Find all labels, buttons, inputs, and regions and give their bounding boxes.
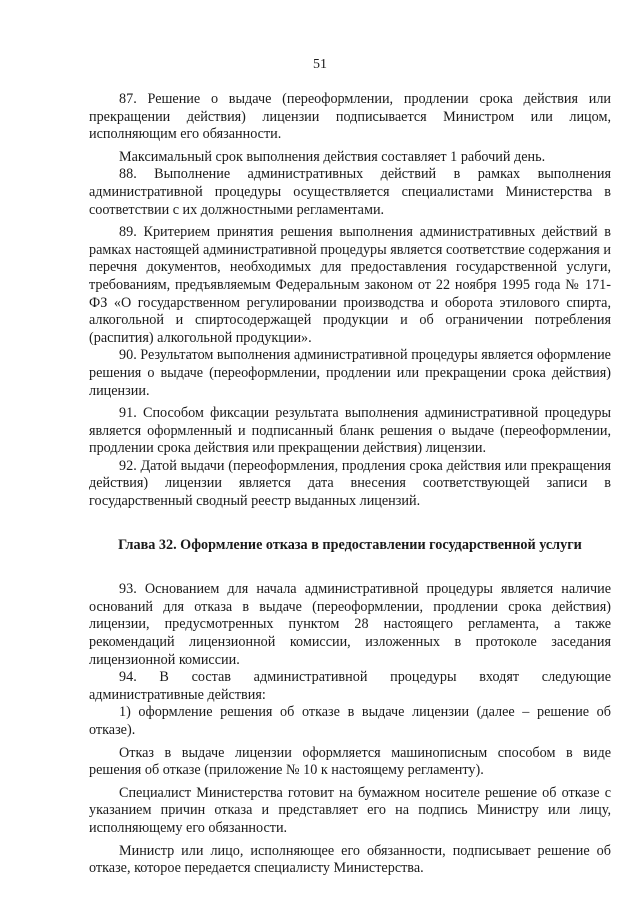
paragraph-specialist: Специалист Министерства готовит на бумажном носителе решение об отказе с указанием причин отказа и представляет его на подпись Министру или лицу, исполняющему его обязанности. — [89, 784, 611, 836]
paragraph-91: 91. Способом фиксации результата выполнения административной процедуры является оформленный и подписанный бланк решения о выдаче (переоформлении, продлении срока действия или прекращении действия) лицензии. — [89, 405, 611, 457]
paragraph-94: 94. В состав административной процедуры входят следующие административные действия: — [89, 669, 611, 703]
paragraph-88: 88. Выполнение административных действий в рамках выполнения административной процедуры осуществляется специалистами Министерства в соответствии с их должностными регламентами. — [89, 166, 611, 218]
paragraph-93: 93. Основанием для начала административной процедуры является наличие оснований для отказа в выдаче (переоформлении, продлении срока действия) лицензии, предусмотренных пунктом 28 настоящего регламента, а также рекомендаций лицензионной комиссии, изложенных в протоколе заседания лицензионной комиссии. — [89, 581, 611, 668]
paragraph-87-deadline: Максимальный срок выполнения действия составляет 1 рабочий день. — [119, 148, 546, 165]
paragraph-94-item-1: 1) оформление решения об отказе в выдаче лицензии (далее – решение об отказе). — [89, 704, 611, 738]
paragraph-90: 90. Результатом выполнения административной процедуры является оформление решения о выдаче (переоформлении, продлении или прекращении срока действия) лицензии. — [89, 347, 611, 399]
paragraph-92: 92. Датой выдачи (переоформления, продления срока действия или прекращения действия) лицензии является дата внесения соответствующей записи в государственный сводный реестр выданных лицензий. — [89, 457, 611, 510]
page-number: 51 — [313, 57, 327, 72]
chapter-heading: Глава 32. Оформление отказа в предоставлении государственной услуги — [118, 536, 582, 553]
paragraph-refusal-form: Отказ в выдаче лицензии оформляется машинописным способом в виде решения об отказе (приложение № 10 к настоящему регламенту). — [89, 744, 611, 779]
paragraph-87: 87. Решение о выдаче (переоформлении, продлении срока действия или прекращении действия) лицензии подписывается Министром или лицом, исполняющим его обязанности. — [89, 91, 611, 143]
document-body — [89, 91, 611, 878]
paragraph-89: 89. Критерием принятия решения выполнения административных действий в рамках настоящей административной процедуры является соответствие содержания и перечня документов, необходимых для предоставления государственной услуги, требованиям, предъявляемым Федеральным законом от 22 ноября 1995 года № 171-ФЗ «О государственном регулировании производства и оборота этилового спирта, алкогольной и спиртосодержащей продукции и об ограничении потребления (распития) алкогольной продукции». — [89, 224, 611, 346]
paragraph-minister-signs: Министр или лицо, исполняющее его обязанности, подписывает решение об отказе, которое передается специалисту Министерства. — [89, 842, 611, 877]
